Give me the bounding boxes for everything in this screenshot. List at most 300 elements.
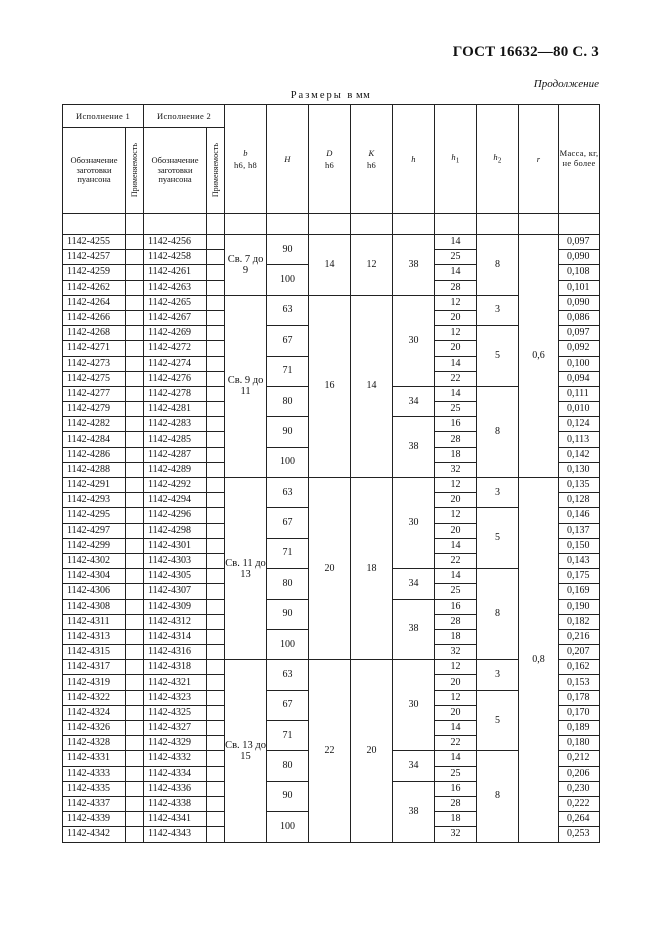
applicability-cell-2 (207, 356, 225, 371)
designation-execution-2: 1142-4258 (144, 250, 207, 265)
sizes-label: Размеры (290, 90, 343, 101)
applicability-cell-2 (207, 417, 225, 432)
applicability-cell-1 (126, 751, 144, 766)
h1-value-cell: 14 (435, 386, 477, 401)
designation-execution-1: 1142-4275 (63, 371, 126, 386)
mass-value-cell: 0,189 (559, 721, 600, 736)
applicability-cell-1 (126, 508, 144, 523)
applicability-cell-2 (207, 553, 225, 568)
applicability-cell-1 (126, 493, 144, 508)
designation-execution-1: 1142-4331 (63, 751, 126, 766)
designation-execution-1: 1142-4322 (63, 690, 126, 705)
designation-execution-2: 1142-4287 (144, 447, 207, 462)
H-value-cell: 67 (267, 508, 309, 538)
applicability-cell-1 (126, 705, 144, 720)
col-header-designation-1: Обозначение заготовки пуансона (63, 128, 126, 214)
designation-execution-1: 1142-4304 (63, 569, 126, 584)
applicability-cell-1 (126, 326, 144, 341)
h1-value-cell: 28 (435, 432, 477, 447)
applicability-cell-2 (207, 736, 225, 751)
h1-value-cell: 16 (435, 599, 477, 614)
designation-execution-2: 1142-4261 (144, 265, 207, 280)
K-value-cell: 14 (351, 295, 393, 477)
designation-execution-1: 1142-4335 (63, 781, 126, 796)
designation-execution-1: 1142-4273 (63, 356, 126, 371)
h2-value-cell: 3 (477, 478, 519, 508)
designation-execution-1: 1142-4315 (63, 645, 126, 660)
H-value-cell: 90 (267, 781, 309, 811)
continuation-label: Продолжение (533, 78, 599, 90)
h1-value-cell: 20 (435, 675, 477, 690)
designation-execution-1: 1142-4302 (63, 553, 126, 568)
col-header-h (393, 105, 435, 214)
designation-execution-1: 1142-4268 (63, 326, 126, 341)
designation-execution-2: 1142-4312 (144, 614, 207, 629)
applicability-cell-2 (207, 812, 225, 827)
h1-value-cell: 14 (435, 721, 477, 736)
r-value-cell: 0,8 (519, 478, 559, 843)
col-header-h1-symbol: h (451, 152, 456, 163)
col-header-H-symbol: H (284, 153, 291, 164)
mass-value-cell: 0,086 (559, 310, 600, 325)
h1-value-cell: 20 (435, 310, 477, 325)
designation-execution-2: 1142-4318 (144, 660, 207, 675)
designation-execution-2: 1142-4267 (144, 310, 207, 325)
applicability-cell-2 (207, 295, 225, 310)
h1-value-cell: 32 (435, 462, 477, 477)
mass-value-cell: 0,153 (559, 675, 600, 690)
col-header-D-tolerance: h6 (324, 159, 335, 170)
designation-execution-1: 1142-4313 (63, 629, 126, 644)
h-value-cell: 34 (393, 386, 435, 416)
h1-value-cell: 28 (435, 796, 477, 811)
mass-value-cell: 0,101 (559, 280, 600, 295)
H-value-cell: 100 (267, 265, 309, 295)
applicability-cell-2 (207, 614, 225, 629)
designation-execution-1: 1142-4306 (63, 584, 126, 599)
designation-execution-1: 1142-4257 (63, 250, 126, 265)
designation-execution-1: 1142-4319 (63, 675, 126, 690)
designation-execution-1: 1142-4259 (63, 265, 126, 280)
h2-value-cell: 8 (477, 569, 519, 660)
designation-execution-1: 1142-4266 (63, 310, 126, 325)
h2-value-cell: 3 (477, 295, 519, 325)
H-value-cell: 71 (267, 721, 309, 751)
designation-execution-2: 1142-4283 (144, 417, 207, 432)
designation-execution-2: 1142-4336 (144, 781, 207, 796)
designation-execution-1: 1142-4337 (63, 796, 126, 811)
h1-value-cell: 16 (435, 781, 477, 796)
applicability-cell-2 (207, 827, 225, 842)
document-title: ГОСТ 16632—80 С. 3 (452, 44, 599, 60)
sizes-caption (0, 90, 661, 101)
designation-execution-1: 1142-4264 (63, 295, 126, 310)
H-value-cell: 67 (267, 690, 309, 720)
applicability-cell-1 (126, 629, 144, 644)
applicability-cell-2 (207, 371, 225, 386)
h1-value-cell: 20 (435, 493, 477, 508)
applicability-cell-2 (207, 265, 225, 280)
mass-value-cell: 0,135 (559, 478, 600, 493)
designation-execution-2: 1142-4292 (144, 478, 207, 493)
designation-execution-1: 1142-4326 (63, 721, 126, 736)
h2-value-cell: 8 (477, 235, 519, 296)
applicability-cell-1 (126, 386, 144, 401)
D-value-cell: 16 (309, 295, 351, 477)
h1-value-cell: 16 (435, 417, 477, 432)
H-value-cell: 63 (267, 660, 309, 690)
applicability-cell-2 (207, 523, 225, 538)
applicability-cell-1 (126, 675, 144, 690)
designation-execution-1: 1142-4339 (63, 812, 126, 827)
col-header-h-symbol: h (411, 153, 416, 164)
mass-value-cell: 0,206 (559, 766, 600, 781)
col-header-r (519, 105, 559, 214)
applicability-cell-1 (126, 538, 144, 553)
designation-execution-2: 1142-4307 (144, 584, 207, 599)
K-value-cell: 20 (351, 660, 393, 842)
H-value-cell: 90 (267, 235, 309, 265)
designation-execution-1: 1142-4271 (63, 341, 126, 356)
applicability-cell-1 (126, 341, 144, 356)
applicability-cell-2 (207, 326, 225, 341)
applicability-cell-2 (207, 751, 225, 766)
applicability-cell-1 (126, 569, 144, 584)
h1-value-cell: 14 (435, 356, 477, 371)
h2-value-cell: 5 (477, 326, 519, 387)
designation-execution-2: 1142-4305 (144, 569, 207, 584)
applicability-cell-1 (126, 614, 144, 629)
col-header-applicability-2 (207, 128, 225, 214)
applicability-cell-1 (126, 417, 144, 432)
h-value-cell: 34 (393, 751, 435, 781)
applicability-cell-1 (126, 280, 144, 295)
applicability-cell-2 (207, 478, 225, 493)
K-value-cell: 12 (351, 235, 393, 296)
D-value-cell: 14 (309, 235, 351, 296)
designation-execution-1: 1142-4291 (63, 478, 126, 493)
h2-value-cell: 3 (477, 660, 519, 690)
applicability-cell-2 (207, 599, 225, 614)
col-header-D (309, 105, 351, 214)
applicability-cell-2 (207, 796, 225, 811)
h1-value-cell: 20 (435, 523, 477, 538)
H-value-cell: 80 (267, 751, 309, 781)
b-range-cell: Св. 11 до 13 (225, 478, 267, 660)
col-header-mass: Масса, кг, не более (559, 105, 600, 214)
mass-value-cell: 0,137 (559, 523, 600, 538)
applicability-cell-2 (207, 447, 225, 462)
designation-execution-1: 1142-4262 (63, 280, 126, 295)
applicability-cell-1 (126, 462, 144, 477)
applicability-cell-1 (126, 584, 144, 599)
h1-value-cell: 22 (435, 736, 477, 751)
col-header-K (351, 105, 393, 214)
mass-value-cell: 0,092 (559, 341, 600, 356)
mass-value-cell: 0,010 (559, 402, 600, 417)
h1-value-cell: 25 (435, 766, 477, 781)
designation-execution-2: 1142-4314 (144, 629, 207, 644)
applicability-label-1: Применяемость (129, 143, 139, 198)
mass-value-cell: 0,180 (559, 736, 600, 751)
h-value-cell: 30 (393, 295, 435, 386)
h2-value-cell: 5 (477, 690, 519, 751)
mass-value-cell: 0,222 (559, 796, 600, 811)
mass-value-cell: 0,212 (559, 751, 600, 766)
applicability-cell-2 (207, 721, 225, 736)
col-header-applicability-1 (126, 128, 144, 214)
col-header-h1-subscript: 1 (455, 156, 460, 165)
designation-execution-2: 1142-4303 (144, 553, 207, 568)
h-value-cell: 38 (393, 781, 435, 842)
designation-execution-2: 1142-4329 (144, 736, 207, 751)
applicability-cell-2 (207, 584, 225, 599)
applicability-cell-1 (126, 812, 144, 827)
col-header-b (225, 105, 267, 214)
designation-execution-2: 1142-4285 (144, 432, 207, 447)
applicability-cell-2 (207, 250, 225, 265)
h1-value-cell: 25 (435, 584, 477, 599)
designation-execution-2: 1142-4327 (144, 721, 207, 736)
H-value-cell: 71 (267, 538, 309, 568)
mass-value-cell: 0,175 (559, 569, 600, 584)
r-value-cell: 0,6 (519, 235, 559, 478)
designation-execution-1: 1142-4317 (63, 660, 126, 675)
applicability-cell-1 (126, 721, 144, 736)
designation-execution-1: 1142-4293 (63, 493, 126, 508)
designation-execution-2: 1142-4256 (144, 235, 207, 250)
designation-execution-2: 1142-4298 (144, 523, 207, 538)
mass-value-cell: 0,090 (559, 250, 600, 265)
group-header-execution-1: Исполнение 1 (63, 105, 144, 128)
designation-execution-2: 1142-4323 (144, 690, 207, 705)
applicability-cell-2 (207, 386, 225, 401)
h1-value-cell: 20 (435, 705, 477, 720)
h-value-cell: 30 (393, 478, 435, 569)
designation-execution-2: 1142-4334 (144, 766, 207, 781)
applicability-cell-1 (126, 796, 144, 811)
applicability-cell-2 (207, 462, 225, 477)
designation-execution-2: 1142-4332 (144, 751, 207, 766)
designation-execution-2: 1142-4343 (144, 827, 207, 842)
designation-execution-2: 1142-4281 (144, 402, 207, 417)
designation-execution-1: 1142-4277 (63, 386, 126, 401)
h2-value-cell: 8 (477, 386, 519, 477)
h1-value-cell: 14 (435, 538, 477, 553)
applicability-cell-1 (126, 310, 144, 325)
applicability-cell-1 (126, 690, 144, 705)
designation-execution-1: 1142-4279 (63, 402, 126, 417)
h1-value-cell: 12 (435, 660, 477, 675)
applicability-cell-2 (207, 569, 225, 584)
h1-value-cell: 22 (435, 371, 477, 386)
designation-execution-1: 1142-4288 (63, 462, 126, 477)
h1-value-cell: 32 (435, 645, 477, 660)
mass-value-cell: 0,128 (559, 493, 600, 508)
mass-value-cell: 0,216 (559, 629, 600, 644)
h1-value-cell: 14 (435, 235, 477, 250)
D-value-cell: 20 (309, 478, 351, 660)
table-body (63, 235, 600, 843)
applicability-cell-1 (126, 295, 144, 310)
applicability-cell-1 (126, 250, 144, 265)
h-value-cell: 30 (393, 660, 435, 751)
applicability-cell-2 (207, 645, 225, 660)
H-value-cell: 67 (267, 326, 309, 356)
designation-execution-2: 1142-4265 (144, 295, 207, 310)
H-value-cell: 63 (267, 478, 309, 508)
h1-value-cell: 12 (435, 478, 477, 493)
col-header-b-tolerance: h6, h8 (234, 159, 258, 170)
h-value-cell: 38 (393, 235, 435, 296)
applicability-cell-1 (126, 371, 144, 386)
applicability-cell-2 (207, 781, 225, 796)
mass-value-cell: 0,178 (559, 690, 600, 705)
mass-value-cell: 0,094 (559, 371, 600, 386)
designation-execution-2: 1142-4294 (144, 493, 207, 508)
mass-value-cell: 0,143 (559, 553, 600, 568)
applicability-cell-1 (126, 432, 144, 447)
h-value-cell: 38 (393, 417, 435, 478)
designation-execution-1: 1142-4255 (63, 235, 126, 250)
col-header-K-symbol: K (368, 148, 375, 158)
K-value-cell: 18 (351, 478, 393, 660)
h1-value-cell: 12 (435, 326, 477, 341)
col-header-h2-subscript: 2 (497, 156, 502, 165)
applicability-cell-1 (126, 478, 144, 493)
h1-value-cell: 32 (435, 827, 477, 842)
designation-execution-2: 1142-4278 (144, 386, 207, 401)
mass-value-cell: 0,150 (559, 538, 600, 553)
h1-value-cell: 20 (435, 341, 477, 356)
applicability-cell-2 (207, 705, 225, 720)
H-value-cell: 100 (267, 812, 309, 842)
h2-value-cell: 5 (477, 508, 519, 569)
designation-execution-2: 1142-4325 (144, 705, 207, 720)
mass-value-cell: 0,097 (559, 326, 600, 341)
col-header-h2-symbol: h (493, 152, 498, 163)
designation-execution-1: 1142-4328 (63, 736, 126, 751)
col-header-r-symbol: r (536, 153, 541, 164)
mass-value-cell: 0,170 (559, 705, 600, 720)
h1-value-cell: 14 (435, 569, 477, 584)
designation-execution-2: 1142-4341 (144, 812, 207, 827)
applicability-cell-1 (126, 660, 144, 675)
applicability-label-2: Применяемость (210, 143, 220, 198)
applicability-cell-1 (126, 645, 144, 660)
designation-execution-1: 1142-4311 (63, 614, 126, 629)
mass-value-cell: 0,264 (559, 812, 600, 827)
applicability-cell-1 (126, 827, 144, 842)
h2-value-cell: 8 (477, 751, 519, 842)
applicability-cell-1 (126, 265, 144, 280)
col-header-h1 (435, 105, 477, 214)
col-header-D-symbol: D (326, 148, 333, 158)
applicability-cell-2 (207, 310, 225, 325)
col-header-h2 (477, 105, 519, 214)
H-value-cell: 63 (267, 295, 309, 325)
designation-execution-2: 1142-4309 (144, 599, 207, 614)
mass-value-cell: 0,162 (559, 660, 600, 675)
designation-execution-2: 1142-4289 (144, 462, 207, 477)
applicability-cell-1 (126, 356, 144, 371)
h-value-cell: 38 (393, 599, 435, 660)
applicability-cell-1 (126, 766, 144, 781)
designation-execution-2: 1142-4296 (144, 508, 207, 523)
applicability-cell-2 (207, 341, 225, 356)
mass-value-cell: 0,146 (559, 508, 600, 523)
mass-value-cell: 0,182 (559, 614, 600, 629)
designation-execution-1: 1142-4324 (63, 705, 126, 720)
applicability-cell-2 (207, 508, 225, 523)
designation-execution-2: 1142-4263 (144, 280, 207, 295)
H-value-cell: 80 (267, 386, 309, 416)
h1-value-cell: 28 (435, 280, 477, 295)
b-range-cell: Св. 13 до 15 (225, 660, 267, 842)
dimensions-table (62, 104, 600, 843)
header-spacer-row (63, 214, 600, 235)
mass-value-cell: 0,207 (559, 645, 600, 660)
designation-execution-2: 1142-4301 (144, 538, 207, 553)
H-value-cell: 100 (267, 447, 309, 477)
mass-value-cell: 0,100 (559, 356, 600, 371)
applicability-cell-2 (207, 766, 225, 781)
h1-value-cell: 14 (435, 751, 477, 766)
sizes-unit: в мм (347, 90, 371, 101)
applicability-cell-1 (126, 235, 144, 250)
H-value-cell: 90 (267, 599, 309, 629)
applicability-cell-1 (126, 736, 144, 751)
applicability-cell-2 (207, 660, 225, 675)
applicability-cell-1 (126, 523, 144, 538)
mass-value-cell: 0,190 (559, 599, 600, 614)
designation-execution-1: 1142-4308 (63, 599, 126, 614)
h1-value-cell: 22 (435, 553, 477, 568)
designation-execution-1: 1142-4284 (63, 432, 126, 447)
designation-execution-2: 1142-4338 (144, 796, 207, 811)
applicability-cell-2 (207, 280, 225, 295)
h1-value-cell: 28 (435, 614, 477, 629)
mass-value-cell: 0,113 (559, 432, 600, 447)
applicability-cell-1 (126, 402, 144, 417)
designation-execution-1: 1142-4282 (63, 417, 126, 432)
applicability-cell-2 (207, 493, 225, 508)
applicability-cell-2 (207, 690, 225, 705)
H-value-cell: 80 (267, 569, 309, 599)
mass-value-cell: 0,111 (559, 386, 600, 401)
applicability-cell-2 (207, 675, 225, 690)
designation-execution-2: 1142-4276 (144, 371, 207, 386)
h1-value-cell: 12 (435, 508, 477, 523)
applicability-cell-2 (207, 432, 225, 447)
table-row (63, 478, 600, 493)
H-value-cell: 90 (267, 417, 309, 447)
mass-value-cell: 0,169 (559, 584, 600, 599)
h1-value-cell: 18 (435, 812, 477, 827)
applicability-cell-2 (207, 629, 225, 644)
applicability-cell-2 (207, 235, 225, 250)
designation-execution-1: 1142-4297 (63, 523, 126, 538)
applicability-cell-2 (207, 402, 225, 417)
designation-execution-2: 1142-4269 (144, 326, 207, 341)
designation-execution-2: 1142-4274 (144, 356, 207, 371)
mass-value-cell: 0,124 (559, 417, 600, 432)
h1-value-cell: 25 (435, 402, 477, 417)
applicability-cell-1 (126, 781, 144, 796)
H-value-cell: 100 (267, 629, 309, 659)
mass-value-cell: 0,142 (559, 447, 600, 462)
designation-execution-1: 1142-4333 (63, 766, 126, 781)
